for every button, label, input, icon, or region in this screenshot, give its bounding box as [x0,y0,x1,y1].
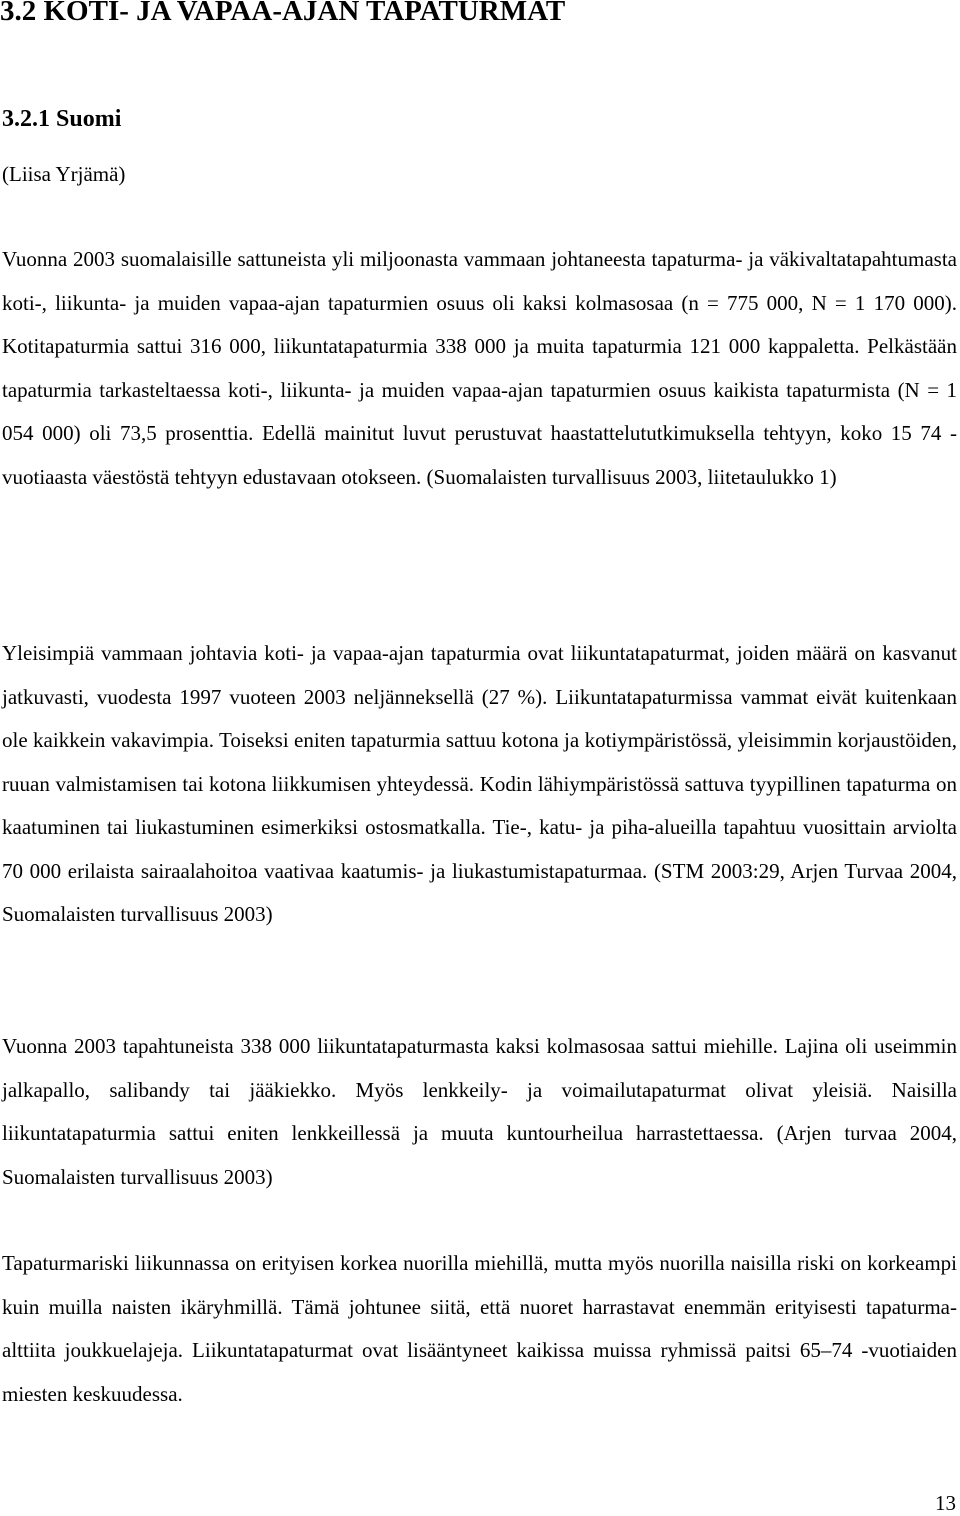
author-line: (Liisa Yrjämä) [2,162,126,186]
page-number: 13 [935,1491,956,1515]
paragraph-risk-groups: Tapaturmariski liikunnassa on erityisen korkea nuorilla miehillä, mutta myös nuorilla naisilla riski on korkeampi kuin muilla naisten ikäryhmillä. Tämä johtunee siitä, että nuoret harrastavat enemmän erityisesti tapaturma-alttiita joukkuelajeja. Liikuntatapaturmat ovat lisääntyneet kaikissa muissa ryhmissä paitsi 65–74 -vuotiaiden miesten keskuudessa. [2,1251,957,1406]
paragraph-common-accidents: Yleisimpiä vammaan johtavia koti- ja vapaa-ajan tapaturmia ovat liikuntatapaturmat, joiden määrä on kasvanut jatkuvasti, vuodesta 1997 vuoteen 2003 neljänneksellä (27 %). Liikuntatapaturmissa vammat eivät kuitenkaan ole kaikkein vakavimpia. Toiseksi eniten tapaturmia sattuu kotona ja kotiympäristössä, yleisimmin korjaustöiden, ruuan valmistamisen tai kotona liikkumisen yhteydessä. Kodin lähiympäristössä sattuva tyypillinen tapaturma on kaatuminen tai liukastuminen esimerkiksi ostosmatkalla. Tie-, katu- ja piha-alueilla tapahtuu vuosittain arviolta 70 000 erilaista sairaalahoitoa vaativaa kaatumis- ja liukastumistapaturmaa. (STM 2003:29, Arjen Turvaa 2004, Suomalaisten turvallisuus 2003) [2,641,957,926]
subsection-heading: 3.2.1 Suomi [2,106,122,132]
paragraph-sports-accidents: Vuonna 2003 tapahtuneista 338 000 liikuntatapaturmasta kaksi kolmasosaa sattui miehille. Lajina oli useimmin jalkapallo, salibandy tai jääkiekko. Myös lenkkeily- ja voimailutapaturmat olivat yleisiä. Naisilla liikuntatapaturmia sattui eniten lenkkeillessä ja muuta kuntourheilua harrastettaessa. (Arjen turvaa 2004, Suomalaisten turvallisuus 2003) [2,1034,957,1189]
section-heading: 3.2 KOTI- JA VAPAA-AJAN TAPATURMAT [0,0,566,27]
paragraph-statistics-overview: Vuonna 2003 suomalaisille sattuneista yli miljoonasta vammaan johtaneesta tapaturma- ja väkivaltatapahtumasta koti-, liikunta- ja muiden vapaa-ajan tapaturmien osuus oli kaksi kolmasosaa (n = 775 000, N = 1 170 000). Kotitapaturmia sattui 316 000, liikuntatapaturmia 338 000 ja muita tapaturmia 121 000 kappaletta. Pelkästään tapaturmia tarkasteltaessa koti-, liikunta- ja muiden vapaa-ajan tapaturmien osuus kaikista tapaturmista (N = 1 054 000) oli 73,5 prosenttia. Edellä mainitut luvut perustuvat haastattelututkimuksella tehtyyn, koko 15 74 -vuotiaasta väestöstä tehtyyn edustavaan otokseen. (Suomalaisten turvallisuus 2003, liitetaulukko 1) [2,247,957,489]
